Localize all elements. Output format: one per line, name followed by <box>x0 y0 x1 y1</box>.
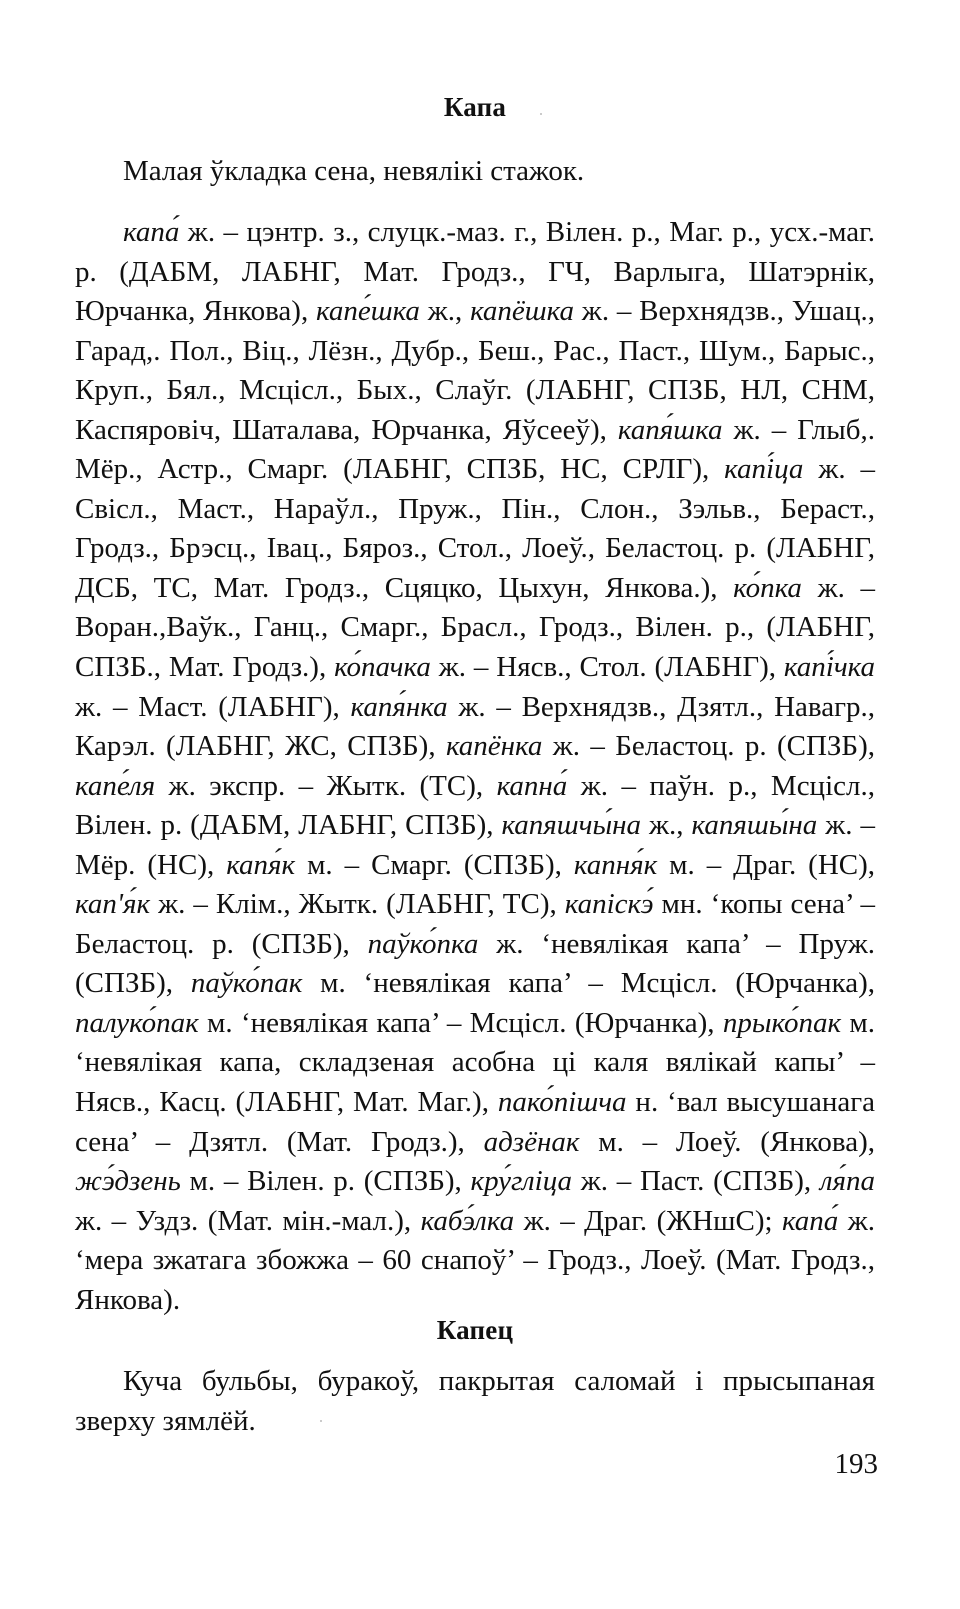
variant-sources: ж., <box>641 809 692 842</box>
variant-sources: мн. ‘копы сена’ – Беластоц. р. (СПЗБ), <box>75 888 875 960</box>
variant-sources: ж. – Свісл., Маст., Нараўл., Пруж., Пін., Слон., Зэльв., Бераст., Гродз., Брэсц., Івац., Бяроз., Стол., Лоеў., Беластоц. р. (ЛАБНГ, ДСБ, ТС, Мат. Гродз., Сцяцко, Цыхун, Янкова.), <box>75 453 875 604</box>
variant-sources: ж., <box>419 295 471 328</box>
variant-word: ля́па <box>819 1165 875 1198</box>
variant-word: капя́шка <box>617 413 723 446</box>
variant-sources: ж. – Верхнядзв., Дзятл., Навагр., Карэл. (ЛАБНГ, ЖС, СПЗБ), <box>75 690 875 763</box>
variant-word: капе́шка <box>315 295 420 328</box>
variant-sources: ж. – Беластоц. р. (СПЗБ), <box>542 730 875 763</box>
variant-word: капя́нка <box>350 690 448 723</box>
variant-sources: м. – Драг. (НС), <box>657 848 876 881</box>
scan-speck <box>540 113 542 115</box>
variant-sources: ж. – Нясв., Стол. (ЛАБНГ), <box>430 651 784 684</box>
variant-sources: ж. – Клім., Жытк. (ЛАБНГ, ТС), <box>150 888 565 921</box>
variant-word: капня́к <box>573 848 658 881</box>
variant-word: капа́ <box>123 216 180 248</box>
variant-word: капя́к <box>226 848 296 881</box>
entry-headword: Капа <box>443 92 507 122</box>
variant-sources: ж. ‘мера зжатага збожжа – 60 снапоў’ – Гродз., Лоеў. (Мат. Гродз., Янкова). <box>75 1204 875 1316</box>
variant-sources: ж. – Верхнядзв., Ушац., Гарад,. Пол., Віц., Лёзн., Дубр., Беш., Рас., Паст., Шум., Барыс., Круп., Бял., Мсцісл., Бых., Слаўг. (ЛАБНГ, СПЗБ, НЛ, СНМ, Каспяровіч, Шаталава, Юрчанка, Яўсееў), <box>75 295 875 446</box>
variant-word: капяшы́на <box>691 809 818 842</box>
variant-word: капе́ля <box>75 769 156 802</box>
variant-word: капіскэ́ <box>564 888 654 921</box>
variant-word: кап'я́к <box>75 888 151 921</box>
variant-sources: м. ‘невялікая капа’ – Мсцісл. (Юрчанка), <box>198 1006 723 1039</box>
variant-sources: ж. – Мёр. (НС), <box>75 809 875 881</box>
variant-word: капяшчы́на <box>501 809 642 842</box>
variant-word: пако́пішча <box>497 1086 627 1119</box>
variant-sources: ж. – Драг. (ЖНшС); <box>514 1204 782 1237</box>
variant-sources: н. ‘вал высушанага сена’ – Дзятл. (Мат. Гродз.), <box>75 1086 875 1158</box>
variant-word: паўко́пак <box>190 967 303 1000</box>
variant-sources: ж. ‘невялікая капа’ – Пруж. (СПЗБ), <box>75 927 875 1000</box>
variant-sources: ж. экспр. – Жытк. (ТС), <box>155 769 497 802</box>
variant-word: адзёнак <box>483 1125 580 1158</box>
variant-sources: ж. – Паст. (СПЗБ), <box>572 1165 820 1198</box>
variant-word: капёнка <box>445 730 543 763</box>
variant-sources: ж. – цэнтр. з., слуцк.-маз. г., Вілен. р., Маг. р., усх.-маг. р. (ДАБМ, ЛАБНГ, Мат. Гродз., ГЧ, Варлыга, Шатэрнік, Юрчанка, Янкова), <box>75 216 875 328</box>
variant-word: кру́гліца <box>470 1165 573 1198</box>
variant-word: жэ́дзень <box>75 1165 181 1198</box>
variant-word: капёшка <box>470 295 575 328</box>
scan-speck <box>320 1420 322 1422</box>
entry-definition: Малая ўкладка сена, невялікі стажок. <box>123 155 585 187</box>
variant-word: капі́чка <box>783 651 875 684</box>
variant-sources: ж. – паўн. р., Мсцісл., Вілен. р. (ДАБМ, ЛАБНГ, СПЗБ), <box>75 769 875 842</box>
variant-sources: ж. – Воран.,Ваўк., Ганц., Смарг., Брасл., Гродз., Вілен. р., (ЛАБНГ, СПЗБ., Мат. Гродз.), <box>75 571 875 684</box>
variant-sources: м. – Лоеў. (Янкова), <box>579 1125 875 1158</box>
variant-word: паўко́пка <box>367 927 479 960</box>
variant-word: ко́пка <box>733 571 802 604</box>
variant-word: капі́ца <box>724 453 804 486</box>
variant-sources: м. ‘невялікая капа’ – Мсцісл. (Юрчанка), <box>302 967 876 1000</box>
page-number: 193 <box>834 1448 878 1480</box>
variant-word: капа́ <box>781 1204 839 1237</box>
variant-word: ко́пачка <box>334 651 431 684</box>
variant-sources: ж. – Маст. (ЛАБНГ), <box>75 690 351 723</box>
variant-word: капна́ <box>496 769 568 802</box>
variant-sources: ж. – Глыб,. Мёр., Астр., Смарг. (ЛАБНГ, СПЗБ, НС, СРЛГ), <box>75 413 875 486</box>
variant-word: кабэ́лка <box>420 1204 515 1237</box>
entry-body-variants <box>75 213 875 1320</box>
entry-headword: Капец <box>436 1315 514 1345</box>
variant-sources: ж. – Уздз. (Мат. мін.-мал.), <box>75 1204 421 1237</box>
variant-sources: м. – Вілен. р. (СПЗБ), <box>180 1165 471 1198</box>
variant-word: прыко́пак <box>722 1006 842 1039</box>
variant-word: палуко́пак <box>75 1006 199 1039</box>
variant-sources: м. ‘невялікая капа, складзеная асобна ці каля вялікай капы’ – Нясв., Касц. (ЛАБНГ, Мат. Маг.), <box>75 1006 875 1119</box>
entry-definition: Куча бульбы, буракоў, пакрытая саломай і прысыпаная зверху зямлёй. <box>75 1365 875 1437</box>
variant-sources: м. – Смарг. (СПЗБ), <box>295 848 574 881</box>
